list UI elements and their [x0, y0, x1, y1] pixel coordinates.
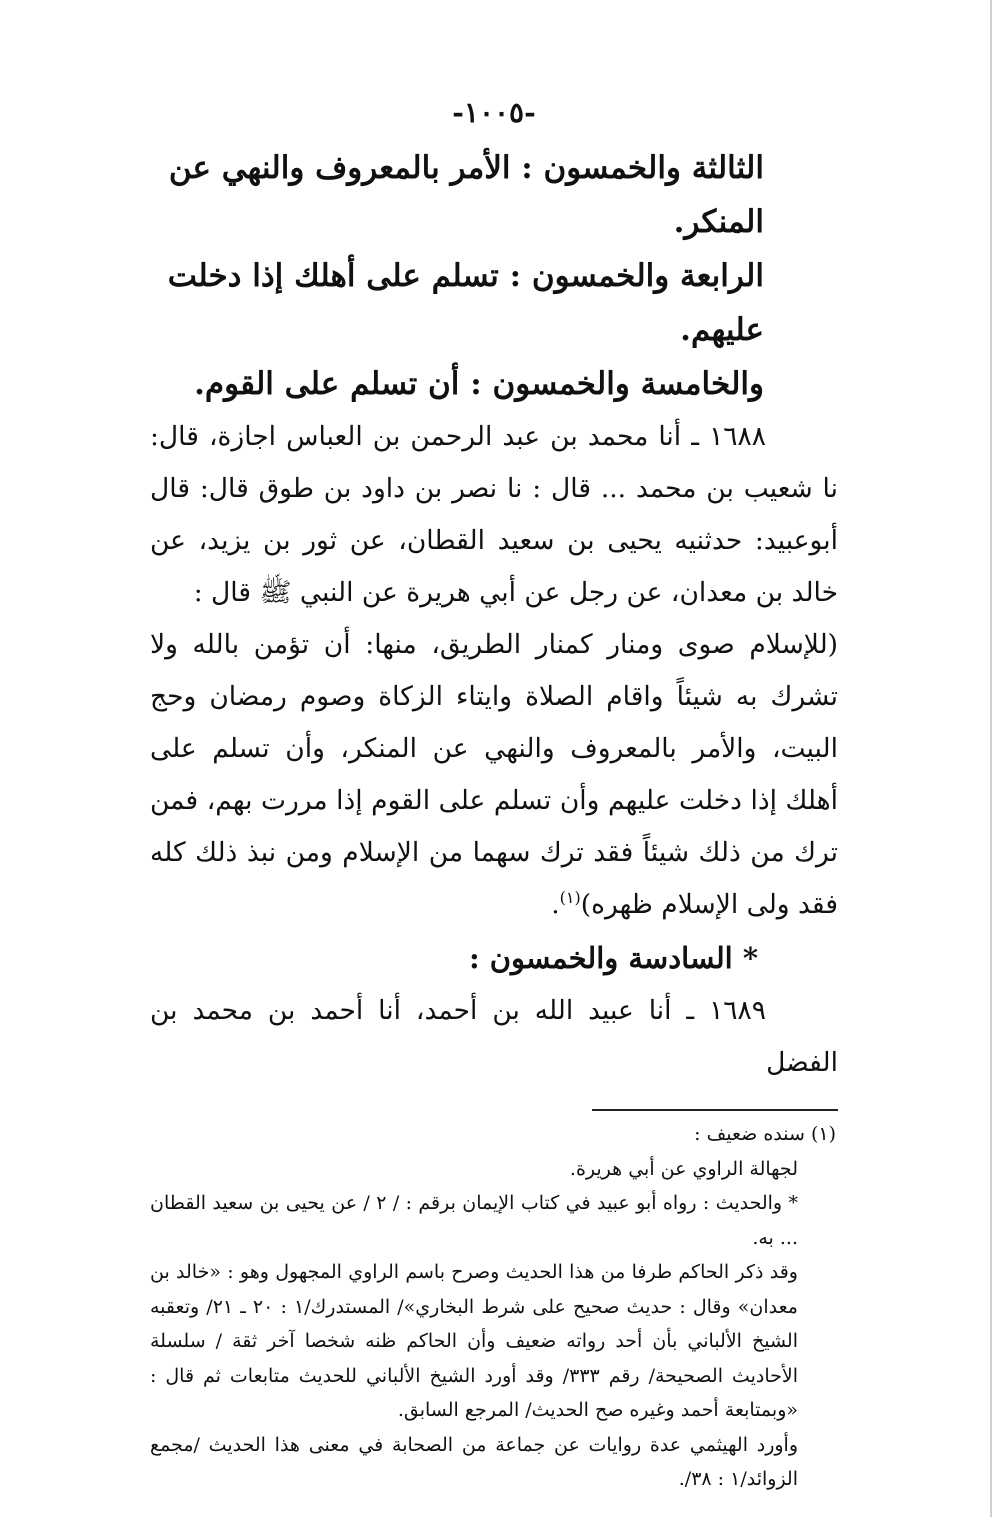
heading-56: * السادسة والخمسون : [468, 941, 758, 975]
book-page [150, 96, 838, 1497]
footnote-separator-wrap [150, 1109, 838, 1111]
footnotes [150, 1117, 838, 1497]
paragraph-1688: ١٦٨٨ ـ أنا محمد بن عبد الرحمن بن العباس اجازة، قال: نا شعيب بن محمد ... قال : نا نصر بن داود بن طوق قال: قال أبوعبيد: حدثنيه يحيى بن سعيد القطان، عن ثور بن يزيد، عن خالد بن معدان، عن رجل عن أبي هريرة عن النبي ﷺ قال : [150, 421, 838, 608]
paragraph-1689: ١٦٨٩ ـ أنا عبيد الله بن أحمد، أنا أحمد بن محمد بن الفضل [150, 995, 838, 1078]
footnote-separator [592, 1109, 838, 1111]
hadith-end: . [551, 889, 560, 920]
page-number: -١٠٠٥- [452, 96, 536, 129]
heading-55: والخامسة والخمسون : أن تسلم على القوم. [194, 366, 764, 402]
footnote-1-title: (١) سنده ضعيف : [694, 1123, 836, 1145]
footnote-1-line: لجهالة الراوي عن أبي هريرة. [569, 1157, 798, 1180]
heading-53: الثالثة والخمسون : الأمر بالمعروف والنهي عن المنكر. [168, 150, 764, 240]
hadith-text: (للإسلام صوى ومنار كمنار الطريق، منها: أن تؤمن بالله ولا تشرك به شيئاً واقام الصلاة وايتاء الزكاة وصوم رمضان وحج البيت، والأمر بالمعروف والنهي عن المنكر، وأن تسلم على أهلك إذا دخلت عليهم وأن تسلم على القوم إذا مررت بهم، فمن ترك من ذلك شيئاً فقد ترك سهما من الإسلام ومن نبذ ذلك كله فقد ولى الإسلام ظهره) [150, 629, 838, 920]
footnote-1-line: وأورد الهيثمي عدة روايات عن جماعة من الصحابة في معنى هذا الحديث /مجمع الزوائد/١ : ٣٨/. [150, 1433, 798, 1490]
page-edge-line [990, 0, 992, 1517]
hadith-text-block [150, 619, 838, 931]
footnote-marker: (١) [559, 888, 581, 908]
footnote-1-line: وقد ذكر الحاكم طرفا من هذا الحديث وصرح باسم الراوي المجهول وهو : «خالد بن معدان» وقال : حديث صحيح على شرط البخاري»/ المستدرك/١ : ٢٠ ـ ٢١/ وتعقبه الشيخ الألباني بأن أحد رواته ضعيف وأن الحاكم ظنه شخصا آخر ثقة / سلسلة الأحاديث الصحيحة/ رقم ٣٣٣/ وقد أورد الشيخ الألباني للحديث متابعات ثم قال : «وبمتابعة أحمد وغيره صح الحديث/ المرجع السابق. [150, 1261, 798, 1421]
footnote-1-line: * والحديث : رواه أبو عبيد في كتاب الإيمان برقم : / ٢ / عن يحيى بن سعيد القطان ... به. [150, 1192, 798, 1249]
heading-54: الرابعة والخمسون : تسلم على أهلك إذا دخلت عليهم. [167, 258, 764, 348]
